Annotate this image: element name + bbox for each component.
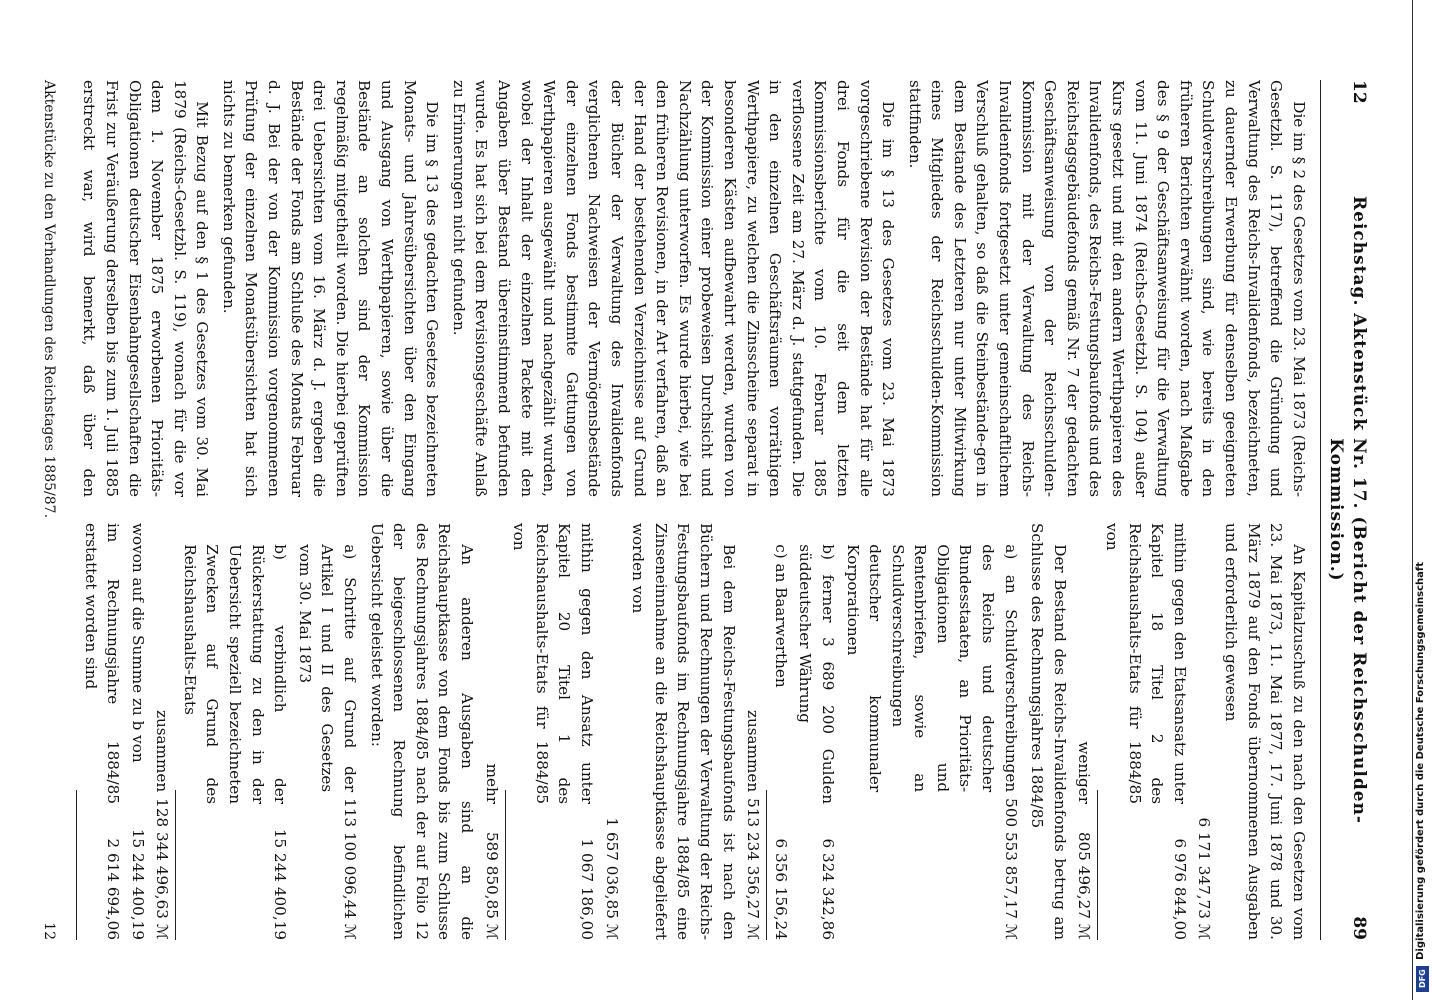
footer-note: Aktenstücke zu den Verhandlungen des Reichstages 1885/87. bbox=[41, 80, 57, 519]
dfg-logo-icon: DFG bbox=[1416, 966, 1429, 992]
paragraph: An Kapitalzuschuß zu den nach den Gesetzen vom 23. Mai 1873, 11. Mai 1877, 17. Juni 1878 und 30. März 1879 auf den Fonds übernommenen Ausgaben und erforderlich gewesen bbox=[1222, 523, 1308, 940]
amount: 6 976 844,00 bbox=[1170, 838, 1189, 940]
amount: 6 171 347,73 ℳ bbox=[1195, 817, 1214, 940]
amount-row bbox=[794, 523, 839, 940]
row-label: a) an Schuldverschreibungen des Reichs und deutscher Bundesstaaten, an Prioritäts-Obligationen und Rentenbriefen, sowie an Schuldverschreibungen deutscher kommunaler Korporationen bbox=[843, 544, 1020, 793]
sum-rule bbox=[175, 790, 176, 940]
amount: 589 850,85 ℳ bbox=[482, 831, 501, 940]
page-title: Reichstag. Aktenstück Nr. 17. (Bericht der Reichsschulden-Kommission.) bbox=[1326, 196, 1369, 824]
amount: 1 657 036,85 ℳ bbox=[602, 817, 621, 940]
amount: 2 614 694,06 bbox=[104, 838, 123, 940]
amount: 15 244 400,19 bbox=[128, 828, 147, 940]
amount: 513 234 356,27 ℳ bbox=[744, 798, 763, 940]
paragraph: Die im § 13 des Gesetzes vom 23. Mai 1873 vorgeschriebene Revision der Bestände hat für alle drei Fonds für die seit dem letzten Kommissionsberichte vom 10. Februar 1885 verflossene Zeit am 27. März d. J. stattgefunden. Die in den einzelnen Geschäftsräumen vorräthigen Werthpapiere, zu welchen die Zinsscheine separat in besonderen Kästen aufbewahrt werden, wurden von der Kommission einer probeweisen Durchsicht und Nachzählung unterworfen. Es wurde hierbei, wie bei den früheren Revisionen, in der Art verfahren, daß an der Hand der bestehenden Verzeichnisse auf Grund der Bücher der Verwaltung des Invalidenfonds verglichenen Nachweisen der Vermögensbestände der einzelnen Fonds bestimmte Gattungen von Werthpapieren ausgewählt und nachgezählt wurden, wobei der Inhalt der einzelnen Packete mit den Angaben über Bestand übereinstimmend befunden wurde. Es hat sich bei dem Revisionsgeschäfte Anlaß zu Erinnerungen nicht gefunden. bbox=[449, 80, 898, 497]
amount-row bbox=[742, 523, 765, 940]
page-footer bbox=[37, 80, 60, 940]
amount-row bbox=[769, 523, 792, 940]
page-header bbox=[1320, 80, 1370, 940]
sum-rule bbox=[1097, 790, 1098, 940]
paragraph: An anderen Ausgaben sind an die Reichshauptkasse von dem Fonds bis zum Schlusse des Rechnungsjahres 1884/85 nach der auf Folio 12 der beigeschlossenen Rechnung befindlichen Uebersicht geleistet worden: bbox=[367, 523, 477, 940]
amount: 6 324 342,86 bbox=[818, 838, 837, 940]
row-label: a) Schritte auf Grund der Artikel I und II des Gesetzes vom 30. Mai 1873 bbox=[295, 544, 360, 793]
amount-row bbox=[480, 523, 503, 940]
row-label: weniger bbox=[1075, 741, 1094, 804]
amount: 113 100 096,44 ℳ bbox=[341, 798, 360, 940]
amount-row bbox=[1100, 523, 1190, 940]
amount: 6 356 156,24 bbox=[771, 838, 790, 940]
row-label: c) an Baarwerthen bbox=[771, 544, 790, 688]
amount-row bbox=[178, 523, 291, 940]
amount: 128 344 496,63 ℳ bbox=[153, 798, 172, 940]
amount: 1 067 186,00 bbox=[578, 838, 596, 940]
page-mark: 12 bbox=[1349, 80, 1369, 104]
row-label: zusammen bbox=[744, 709, 763, 793]
page-number: 89 bbox=[1349, 916, 1369, 940]
paragraph: Mit Bezug auf den § 1 des Gesetzes vom 30. Mai 1879 (Reichs-Gesetzbl. S. 119), wonach für die vor dem 1. November 1875 erworbenen Prioritäts-Obligationen deutscher Eisenbahngesellschaften die Frist zur Veräußerung derselben bis zum 1. Juli 1885 erstreckt war, wird bemerkt, daß über den bbox=[80, 80, 212, 497]
amount: 500 553 857,17 ℳ bbox=[1001, 798, 1020, 940]
amount-row bbox=[600, 523, 623, 940]
row-label: wovon auf die Summe zu b von bbox=[128, 523, 147, 763]
row-label: mehr bbox=[482, 763, 501, 804]
amount-row bbox=[293, 523, 361, 940]
paragraph: Die im § 2 des Gesetzes vom 23. Mai 1873 (Reichs-Gesetzbl. S. 117), betreffend die Gründung und Verwaltung des Reichs-Invalidenfonds, bezeichneten, zu dauernder Erwerbung für denselben geeigneten Schuldverschreibungen sind, wie bereits in den früheren Berichten erwähnt worden, nach Maßgabe des § 9 der Geschäftsanweisung für die Verwaltung vom 11. Juni 1874 (Reichs-Gesetzbl. S. 104) außer Kurs gesetzt und mit den andern Werthpapieren des Invalidenfonds, des Reichs-Festungsbaufonds und des Reichstagsgebäudefonds gemäß Nr. 7 der gedachten Geschäftsanweisung von der Reichsschulden-Kommission mit der Verwaltung des Reichs-Invalidenfonds fortgesetzt unter gemeinschaftlichem Verschluß gehalten, so daß die Steinbestände-gen in dem Bestande des Letzteren nur unter Mitwirkung eines Mitgliedes der Reichsschulden-Kommission stattfinden. bbox=[905, 80, 1308, 497]
right-column bbox=[75, 523, 1310, 940]
row-label: b) verbindlich der Rückerstattung zu den in der Uebersicht speziell bezeichneten Zwecken auf Grund des Reichshaushalts-Etats bbox=[180, 544, 290, 804]
row-label: im Rechnungsjahre 1884/85 erstattet worden sind bbox=[81, 523, 123, 804]
row-label: mithin gegen den Ansatz unter Kapitel 20 Titel 1 des Reichshaushalts-Etats für 1884/85 von bbox=[510, 523, 596, 804]
amount-row bbox=[126, 523, 149, 940]
sum-rule bbox=[505, 790, 506, 940]
amount-row bbox=[1073, 523, 1096, 940]
amount: 805 496,27 ℳ bbox=[1075, 831, 1094, 940]
row-label: mithin gegen den Etatsansatz unter Kapitel 18 Titel 2 des Reichshaushalts-Etats für 1884/85 von bbox=[1103, 523, 1189, 804]
amount-row bbox=[79, 523, 124, 940]
sum-rule bbox=[76, 790, 77, 940]
footer-page-mark: 12 bbox=[41, 922, 57, 940]
digitization-sidebar bbox=[1412, 0, 1432, 1000]
paragraph: Der Bestand des Reichs-Invalidenfonds betrug am Schlusse des Rechnungsjahres 1884/85 bbox=[1028, 523, 1069, 940]
amount-row bbox=[1193, 523, 1216, 940]
amount: 15 244 400,19 bbox=[271, 828, 290, 940]
left-column bbox=[75, 80, 1310, 497]
digitization-note: Digitalisierung gefördert durch die Deutsche Forschungsgemeinschaft bbox=[1415, 562, 1426, 960]
paragraph: Bei dem Reichs-Festungsbaufonds ist nach den Büchern und Rechnungen der Verwaltung der Reichs-Festungsbaufonds im Rechnungsjahre 1884/85 eine Zinseneinnahme an die Reichshauptkasse abgeliefert worden von bbox=[629, 523, 738, 940]
amount-row bbox=[508, 523, 598, 940]
row-label: zusammen bbox=[153, 709, 172, 793]
amount-row bbox=[151, 523, 174, 940]
sum-rule bbox=[766, 790, 767, 940]
row-label: b) ferner 3 689 200 Gulden süddeutscher Währung bbox=[796, 544, 837, 804]
amount-row bbox=[841, 523, 1022, 940]
paragraph: Die im § 13 des gedachten Gesetzes bezeichneten Monats- und Jahresübersichten über den Eingang und Ausgang von Werthpapieren, sowie über die Bestände an solchen sind der Kommission regelmäßig mitgetheilt worden. Die hierbei geprüften drei Uebersichten vom 16. März d. J. ergeben die Bestände der Fonds am Schluße des Monats Februar d. J. Bei der von der Kommission vorgenommenen Prüfung der einzelnen Monatsübersichten hat sich nichts zu bemerken gefunden. bbox=[219, 80, 442, 497]
